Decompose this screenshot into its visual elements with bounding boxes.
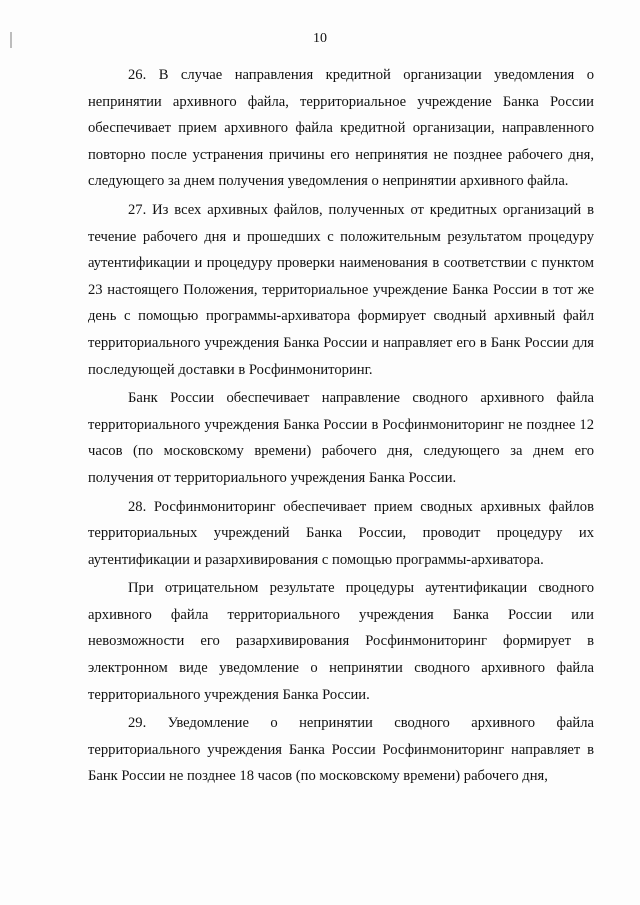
paragraph-28-negative-result: При отрицательном результате процедуры аутентификации сводного архивного файла территориального учреждения Банка России или невозможности его разархивирования Росфинмониторинг формирует в электронном виде уведомление о непринятии сводного архивного файла территориального учреждения Банка России.: [88, 580, 594, 703]
paragraph-27: 27. Из всех архивных файлов, полученных от кредитных организаций в течение рабочего дня и прошедших с положительным результатом процедуру аутентификации и процедуру проверки наименования в соответствии с пунктом 23 настоящего Положения, территориальное учреждение Банка России в тот же день с помощью программы-архиватора формирует сводный архивный файл территориального учреждения Банка России и направляет его в Банк России для последующей доставки в Росфинмониторинг.: [88, 201, 594, 378]
paragraph-27-bank-russia: Банк России обеспечивает направление сводного архивного файла территориального учреждения Банка России в Росфинмониторинг не позднее 12 часов (по московскому времени) рабочего дня, следующего за днем его получения от территориального учреждения Банка России.: [88, 390, 594, 486]
paragraph-26: 26. В случае направления кредитной организации уведомления о непринятии архивного файла, территориальное учреждение Банка России обеспечивает прием архивного файла кредитной организации, направленного повторно после устранения причины его непринятия не позднее рабочего дня, следующего за днем получения уведомления о непринятии архивного файла.: [88, 67, 594, 190]
page-number: 10: [313, 31, 327, 46]
paragraph-28: 28. Росфинмониторинг обеспечивает прием сводных архивных файлов территориальных учреждений Банка России, проводит процедуру их аутентификации и разархивирования с помощью программы-архиватора.: [88, 498, 594, 568]
paragraph-29: 29. Уведомление о непринятии сводного архивного файла территориального учреждения Банка России Росфинмониторинг направляет в Банк России не позднее 18 часов (по московскому времени) рабочего дня,: [88, 715, 594, 785]
document-body: [88, 62, 594, 792]
